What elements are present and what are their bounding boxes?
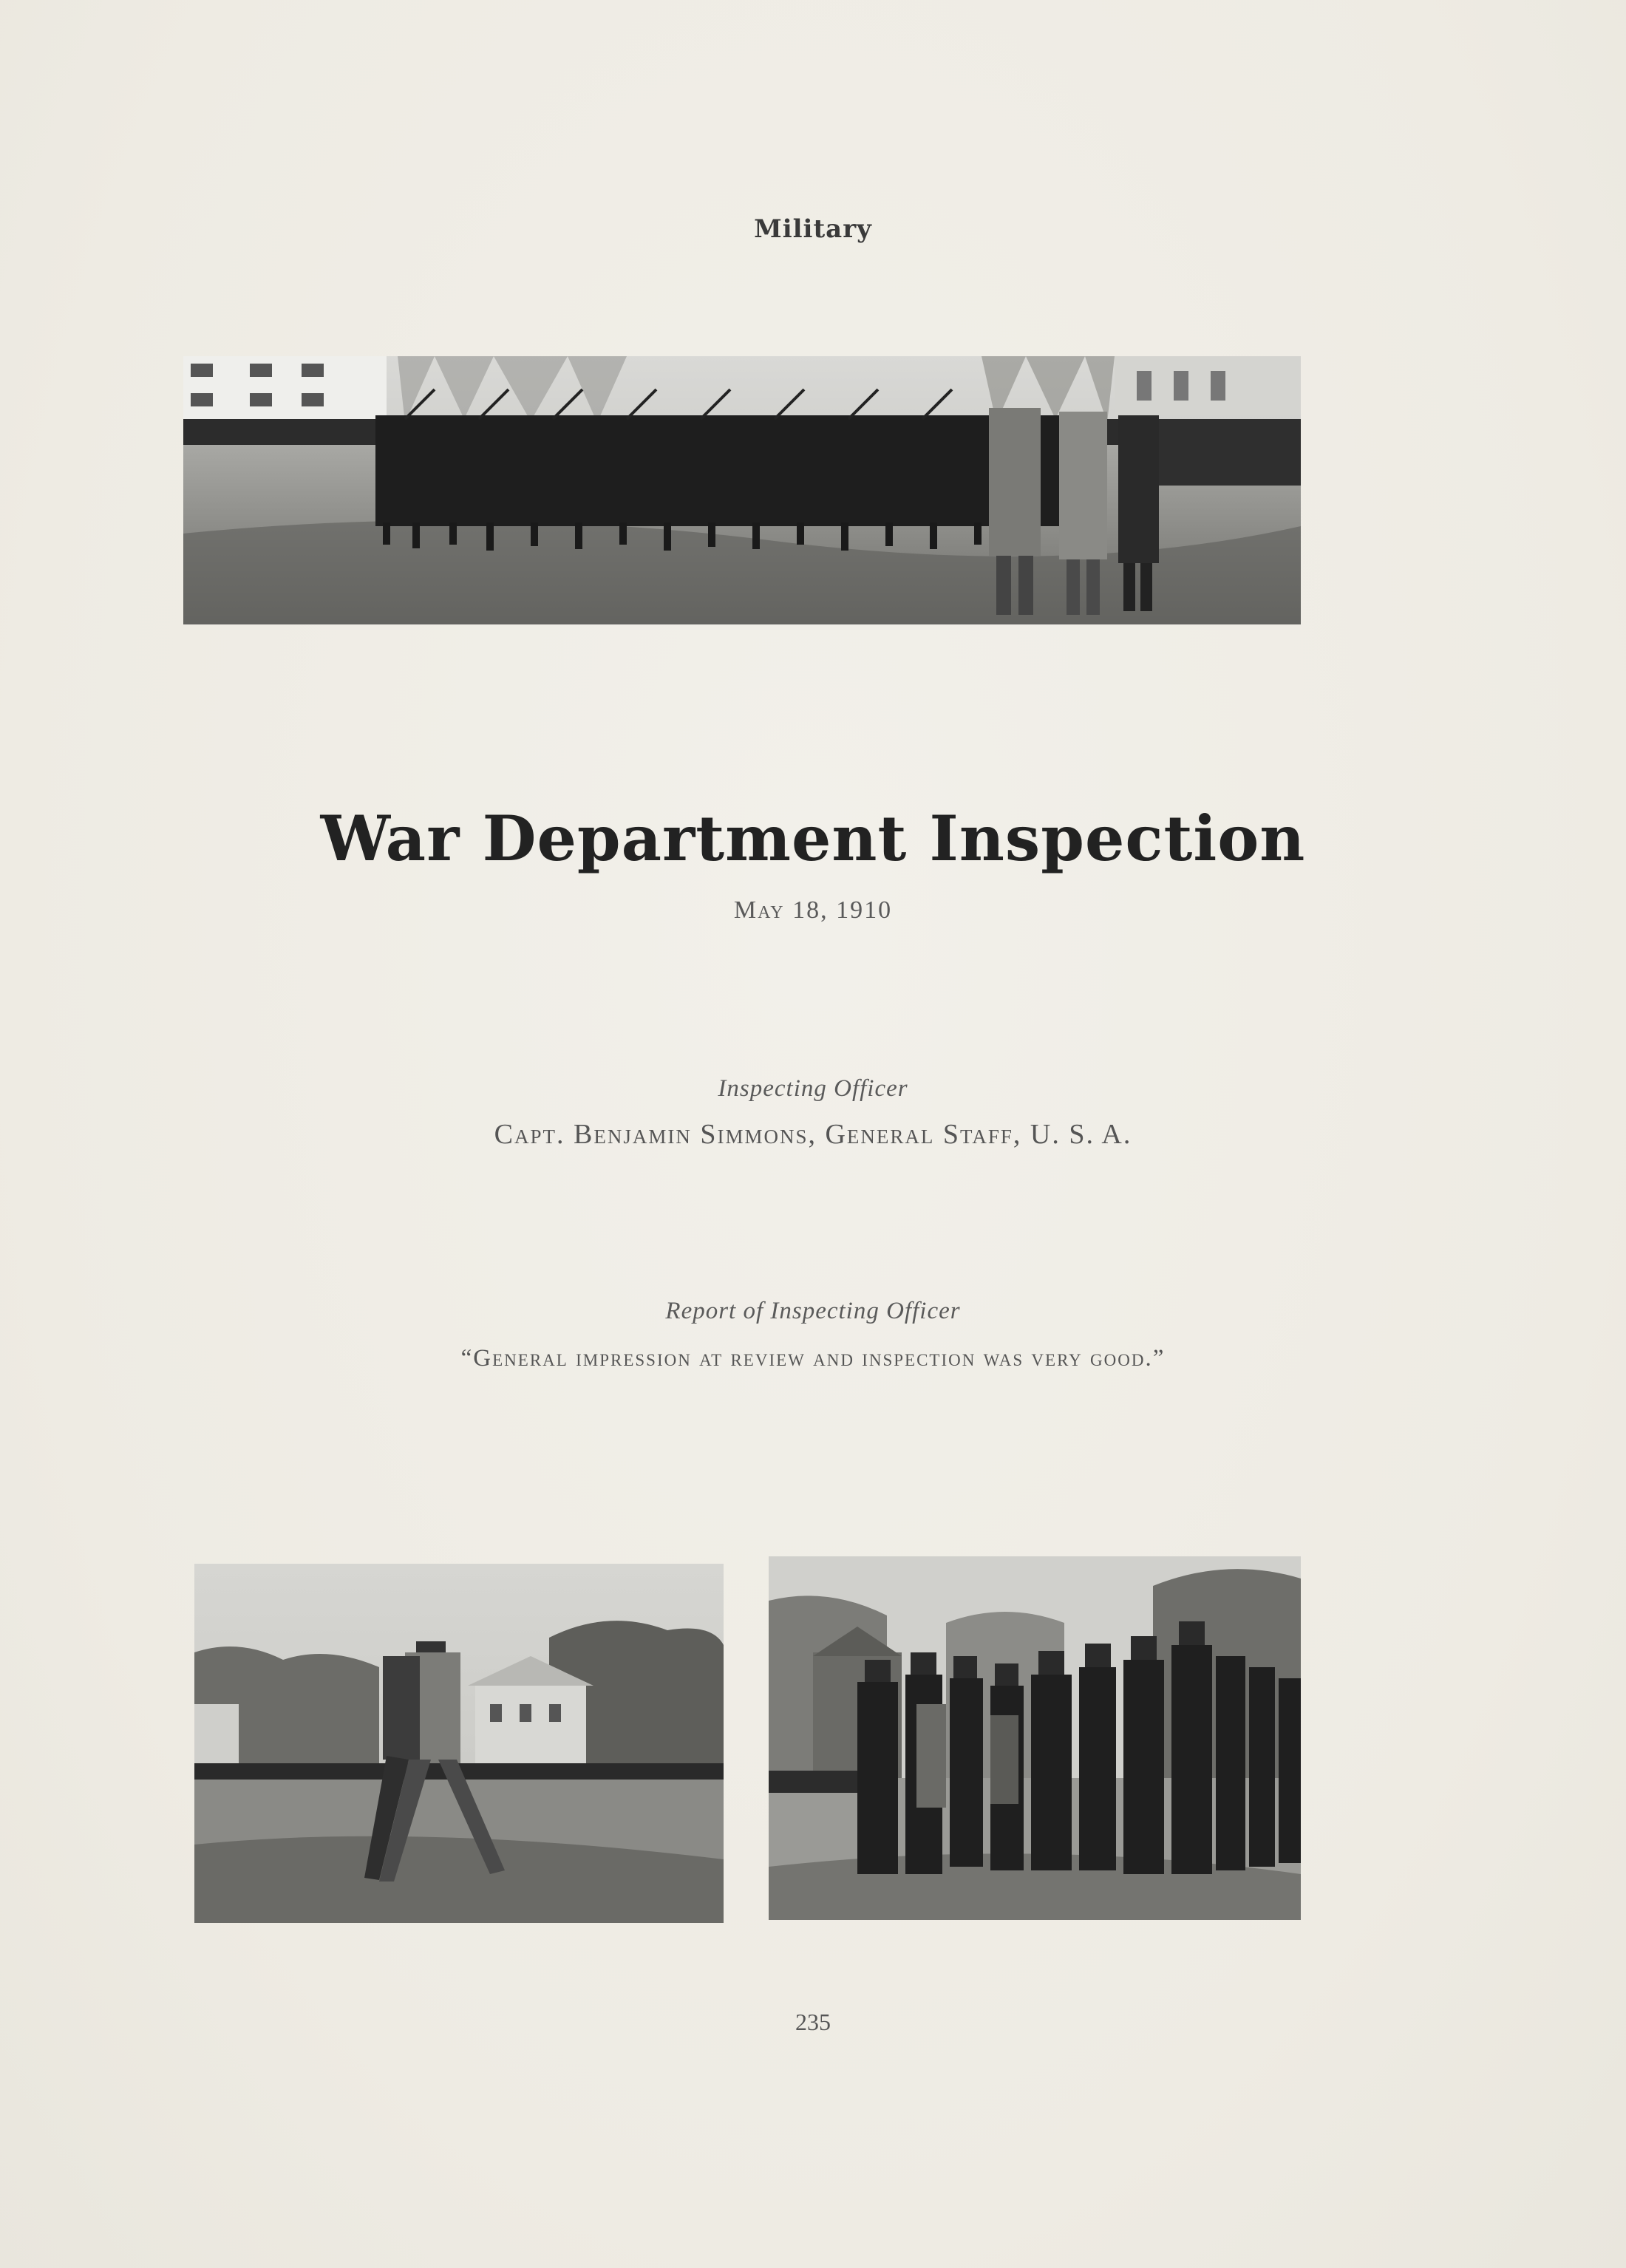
inspecting-officer-name: Capt. Benjamin Simmons, General Staff, U. S. A.: [494, 1119, 1132, 1150]
officers-inspecting-ranks-photo: [769, 1556, 1301, 1920]
cadets-marching-review-image: [183, 356, 1301, 624]
report-label: Report of Inspecting Officer: [665, 1298, 961, 1324]
inspection-date: May 18, 1910: [733, 896, 893, 924]
officers-walking-photo: [194, 1564, 724, 1923]
cadets-marching-review-photo: [183, 356, 1301, 624]
page-title: War Department Inspection: [320, 802, 1306, 875]
inspecting-officer-label: Inspecting Officer: [718, 1075, 908, 1102]
officers-inspecting-ranks-image: [769, 1556, 1301, 1920]
officers-walking-image: [194, 1564, 724, 1923]
page-number: 235: [795, 2009, 831, 2035]
running-head: Military: [754, 214, 872, 244]
report-quote: “General impression at review and inspection was very good.”: [460, 1345, 1166, 1372]
